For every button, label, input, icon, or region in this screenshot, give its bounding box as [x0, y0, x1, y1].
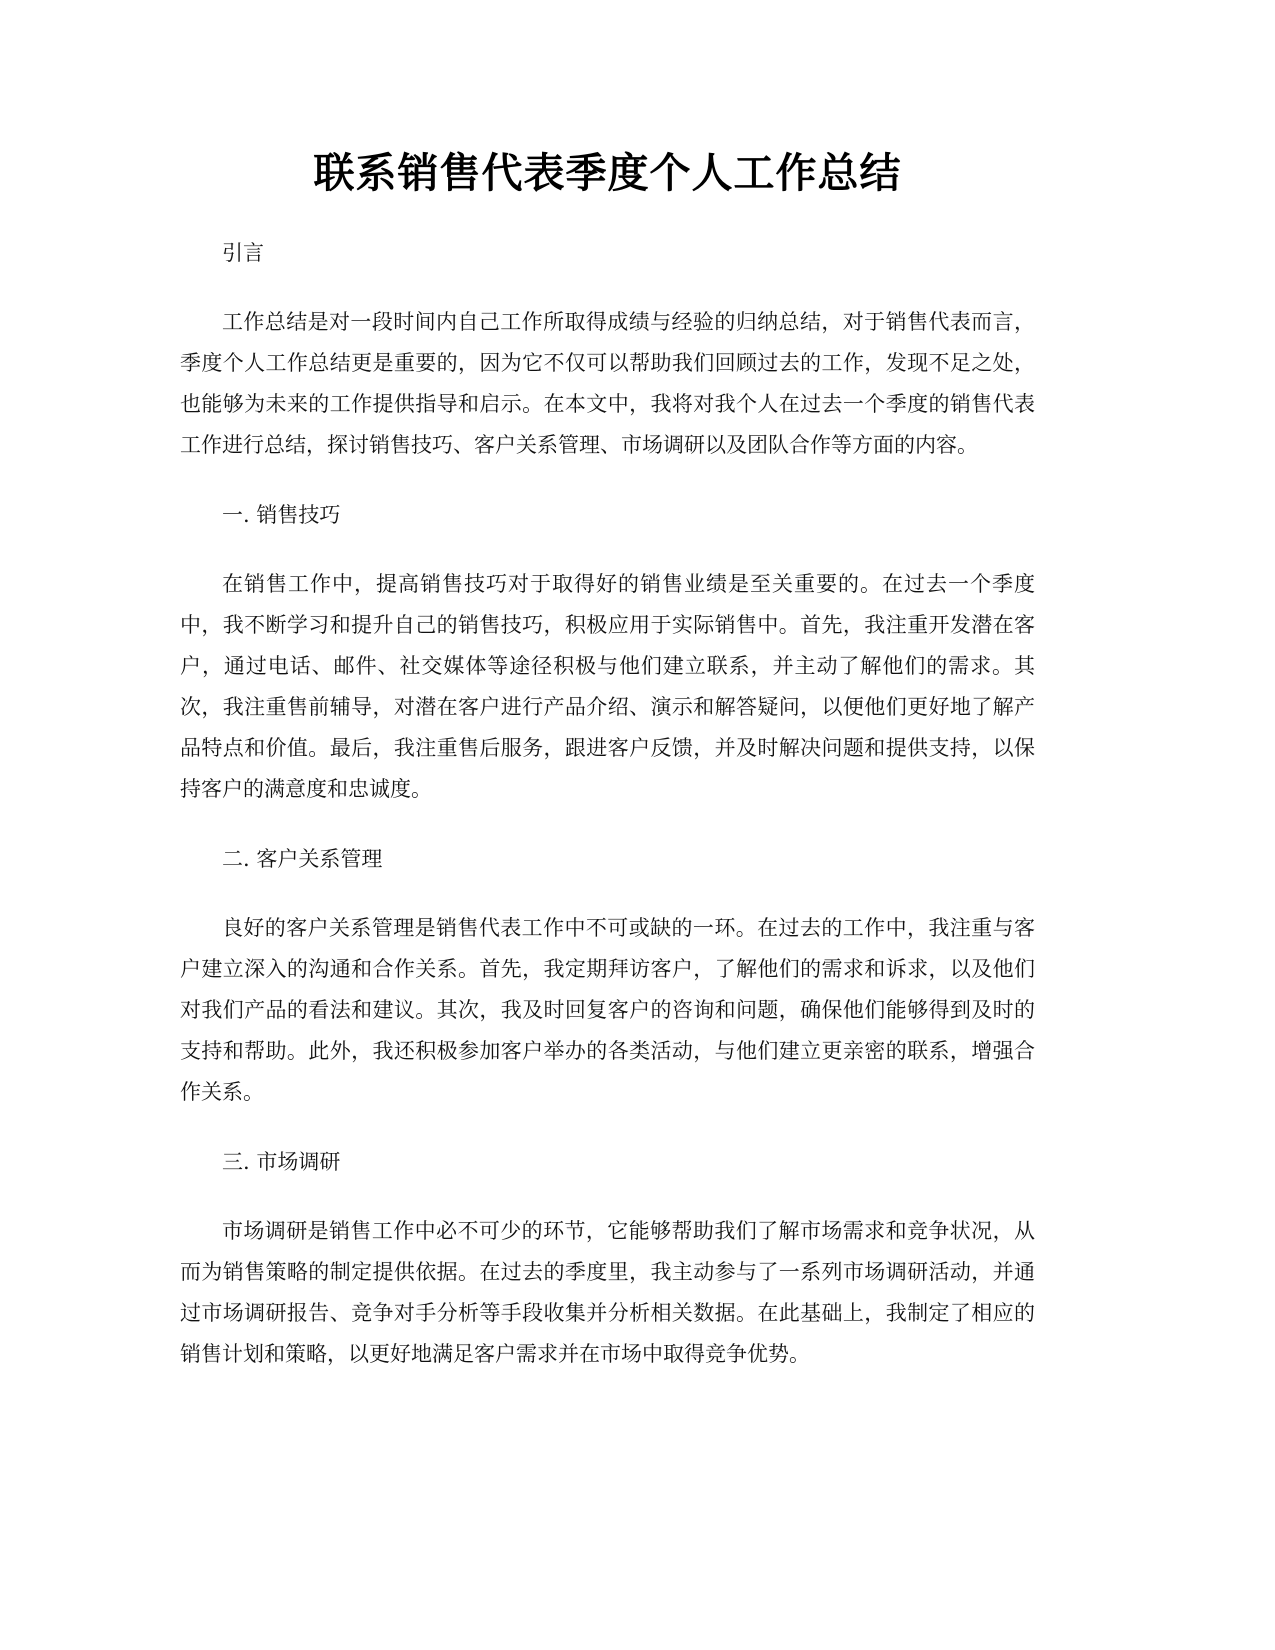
section-paragraph-sales-skills: 在销售工作中，提高销售技巧对于取得好的销售业绩是至关重要的。在过去一个季度中，我不断学习和提升自己的销售技巧，积极应用于实际销售中。首先，我注重开发潜在客户，通过电话、邮件、社交媒体等途径积极与他们建立联系，并主动了解他们的需求。其次，我注重售前辅导，对潜在客户进行产品介绍、演示和解答疑问，以便他们更好地了解产品特点和价值。最后，我注重售后服务，跟进客户反馈，并及时解决问题和提供支持，以保持客户的满意度和忠诚度。 [180, 572, 1035, 801]
document-title: 联系销售代表季度个人工作总结 [313, 149, 902, 197]
document-body [180, 233, 1035, 1404]
section-heading-market-research: 三. 市场调研 [222, 1150, 341, 1174]
section-heading-intro: 引言 [222, 241, 264, 265]
section-paragraph-intro: 工作总结是对一段时间内自己工作所取得成绩与经验的归纳总结，对于销售代表而言，季度个人工作总结更是重要的，因为它不仅可以帮助我们回顾过去的工作，发现不足之处，也能够为未来的工作提供指导和启示。在本文中，我将对我个人在过去一个季度的销售代表工作进行总结，探讨销售技巧、客户关系管理、市场调研以及团队合作等方面的内容。 [180, 310, 1035, 457]
section-heading-sales-skills: 一. 销售技巧 [222, 503, 341, 527]
section-heading-customer-relations: 二. 客户关系管理 [222, 847, 383, 871]
section-paragraph-customer-relations: 良好的客户关系管理是销售代表工作中不可或缺的一环。在过去的工作中，我注重与客户建立深入的沟通和合作关系。首先，我定期拜访客户，了解他们的需求和诉求，以及他们对我们产品的看法和建议。其次，我及时回复客户的咨询和问题，确保他们能够得到及时的支持和帮助。此外，我还积极参加客户举办的各类活动，与他们建立更亲密的联系，增强合作关系。 [180, 916, 1035, 1104]
section-paragraph-market-research: 市场调研是销售工作中必不可少的环节，它能够帮助我们了解市场需求和竞争状况，从而为销售策略的制定提供依据。在过去的季度里，我主动参与了一系列市场调研活动，并通过市场调研报告、竞争对手分析等手段收集并分析相关数据。在此基础上，我制定了相应的销售计划和策略，以更好地满足客户需求并在市场中取得竞争优势。 [180, 1219, 1035, 1366]
